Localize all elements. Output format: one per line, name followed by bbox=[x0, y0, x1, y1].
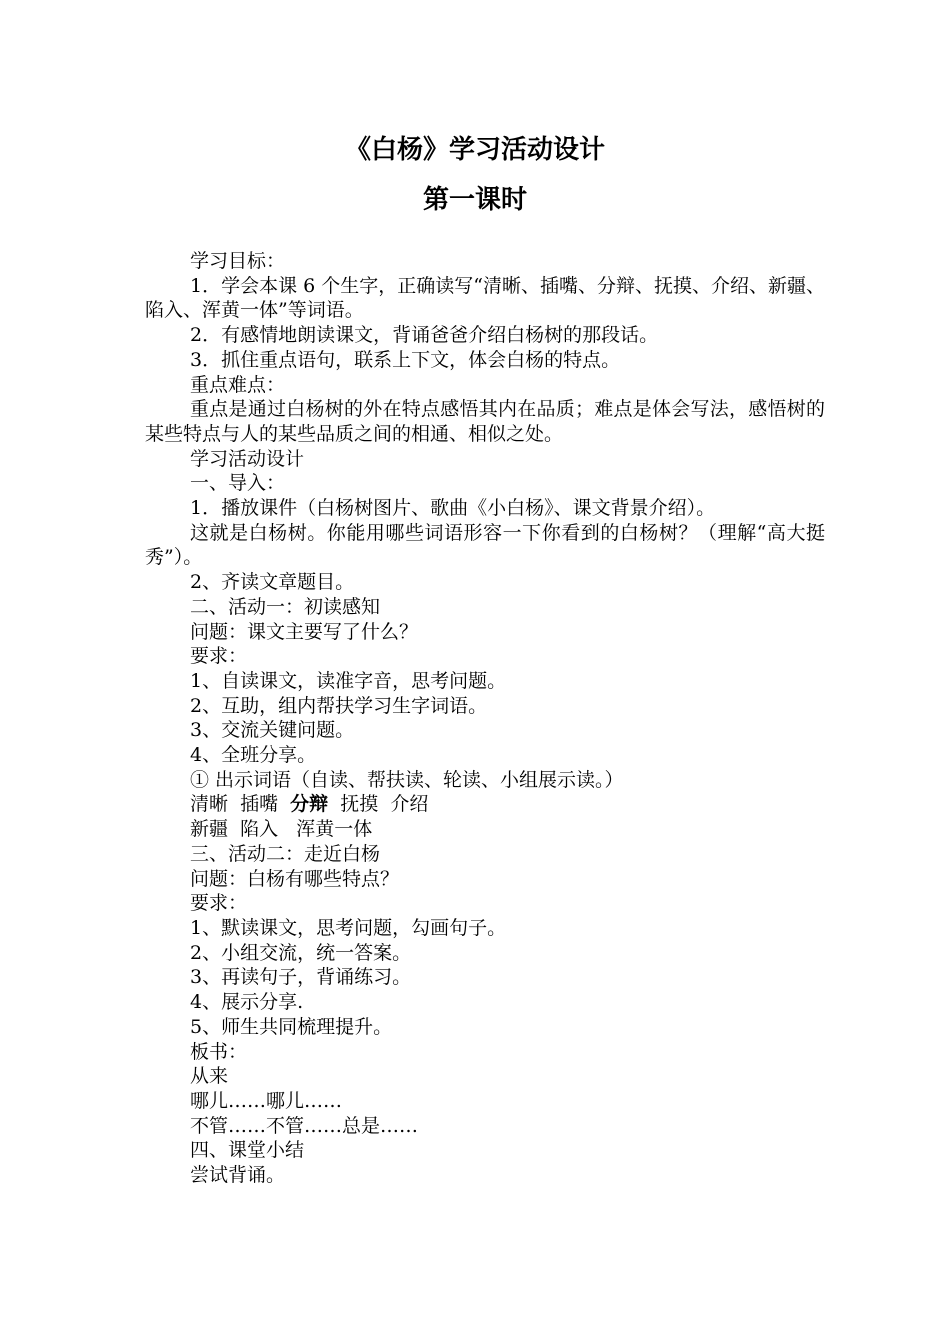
activity1-requirements-heading: 要求： bbox=[190, 645, 248, 668]
summary-heading: 四、课堂小结 bbox=[190, 1139, 305, 1162]
activity2-requirement-5: 5、师生共同梳理提升。 bbox=[190, 1015, 393, 1038]
activity1-requirement-3: 3、交流关键问题。 bbox=[190, 719, 355, 742]
activity1-heading: 二、活动一：初读感知 bbox=[190, 595, 381, 618]
board-line-1: 从来 bbox=[190, 1065, 229, 1088]
board-line-2: 哪儿……哪儿…… bbox=[190, 1089, 343, 1112]
key-points-text: 重点是通过白杨树的外在特点感悟其内在品质；难点是体会写法，感悟树的某些特点与人的某些品质之间的相通、相似之处。 bbox=[145, 398, 825, 445]
board-heading: 板书： bbox=[190, 1040, 248, 1063]
vocabulary-row-1 bbox=[145, 792, 825, 817]
activity1-requirement-1: 1、自读课文，读准字音，思考问题。 bbox=[190, 669, 507, 692]
vocabulary-bold-word: 分辩 bbox=[290, 793, 329, 816]
objective-item-2: 2．有感情地朗读课文，背诵爸爸介绍白杨树的那段话。 bbox=[190, 324, 659, 347]
board-line-3: 不管……不管……总是…… bbox=[190, 1114, 419, 1137]
objective-item-3: 3．抓住重点语句，联系上下文，体会白杨的特点。 bbox=[190, 348, 621, 371]
vocabulary-row-2: 新疆 陷入 浑黄一体 bbox=[190, 818, 373, 841]
document-subtitle: 第一课时 bbox=[422, 185, 527, 215]
objective-item-1: 1．学会本课 6 个生字，正确读写“清晰、插嘴、分辩、抚摸、介绍、新疆、陷入、浑黄一体”等词语。 bbox=[145, 274, 825, 322]
document-body bbox=[145, 249, 825, 1188]
intro-heading: 一、导入： bbox=[190, 472, 286, 495]
activity1-requirement-2: 2、互助，组内帮扶学习生字词语。 bbox=[190, 694, 488, 717]
activity2-requirements-heading: 要求： bbox=[190, 892, 248, 915]
objectives-heading: 学习目标： bbox=[190, 250, 286, 272]
vocabulary-row-1-start: 清晰 插嘴 bbox=[190, 793, 291, 816]
activity2-requirement-4: 4、展示分享. bbox=[190, 991, 304, 1014]
document-title: 《白杨》学习活动设计 bbox=[344, 135, 605, 165]
activity2-question: 问题：白杨有哪些特点？ bbox=[190, 867, 400, 890]
activity1-question: 问题：课文主要写了什么？ bbox=[190, 620, 419, 643]
activity2-requirement-2: 2、小组交流，统一答案。 bbox=[190, 941, 412, 964]
activity-design-heading: 学习活动设计 bbox=[190, 447, 305, 470]
activity2-requirement-1: 1、默读课文，思考问题，勾画句子。 bbox=[190, 916, 507, 939]
vocabulary-row-1-end: 抚摸 介绍 bbox=[328, 793, 429, 816]
intro-line-3: 2、齐读文章题目。 bbox=[190, 571, 355, 594]
activity1-requirement-4: 4、全班分享。 bbox=[190, 744, 317, 767]
activity2-requirement-3: 3、再读句子，背诵练习。 bbox=[190, 966, 412, 989]
summary-text: 尝试背诵。 bbox=[190, 1164, 286, 1187]
intro-line-2: 这就是白杨树。你能用哪些词语形容一下你看到的白杨树？（理解“高大挺秀”）。 bbox=[145, 521, 825, 569]
key-points-heading: 重点难点： bbox=[190, 373, 286, 396]
intro-line-1: 1．播放课件（白杨树图片、歌曲《小白杨》、课文背景介绍）。 bbox=[190, 497, 716, 520]
show-words-line: ① 出示词语（自读、帮扶读、轮读、小组展示读。） bbox=[190, 768, 624, 791]
activity2-heading: 三、活动二：走近白杨 bbox=[190, 842, 381, 865]
